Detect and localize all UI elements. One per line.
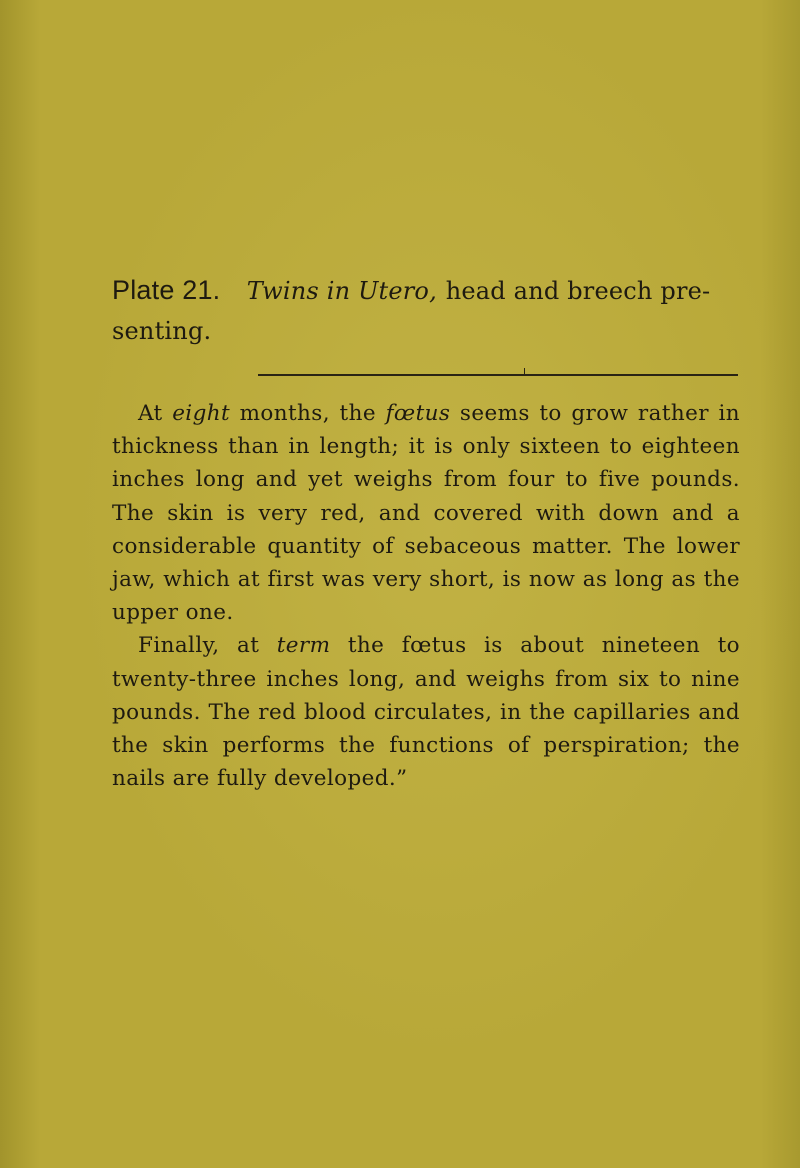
paragraph	[112, 629, 740, 795]
paragraph-text: seems to grow rather in thickness than in length; it is only sixteen to eighteen inches long and yet weighs from four to five pounds. The skin is very red, and covered with down and a considerable quantity of sebaceous matter. The lower jaw, which at first was very short, is now as long as the upper one.	[112, 401, 741, 626]
plate-title: head and breech pre-	[445, 277, 711, 305]
body-text	[112, 397, 740, 795]
plate-title-continuation: senting.	[112, 317, 212, 345]
paragraph	[112, 397, 740, 629]
section-divider	[258, 374, 738, 376]
paragraph-lead: At	[138, 401, 163, 426]
plate-number: Plate 21.	[112, 275, 221, 305]
plate-title-italic: Twins in Utero,	[246, 277, 437, 305]
emphasis-foetus: fœtus	[385, 401, 451, 426]
emphasis-term: term	[276, 633, 331, 659]
paragraph-text: months, the	[239, 401, 376, 426]
emphasis-eight: eight	[172, 401, 231, 426]
divider-tick	[524, 368, 525, 374]
paragraph-lead: Finally, at	[138, 633, 260, 659]
plate-caption	[112, 270, 752, 351]
paragraph-text: the fœtus is about nineteen to twenty-three inches long, and weighs from six to nine pounds. The red blood circulates, in the capillaries and the skin performs the functions of perspiration; the nails are fully developed.”	[112, 633, 740, 792]
